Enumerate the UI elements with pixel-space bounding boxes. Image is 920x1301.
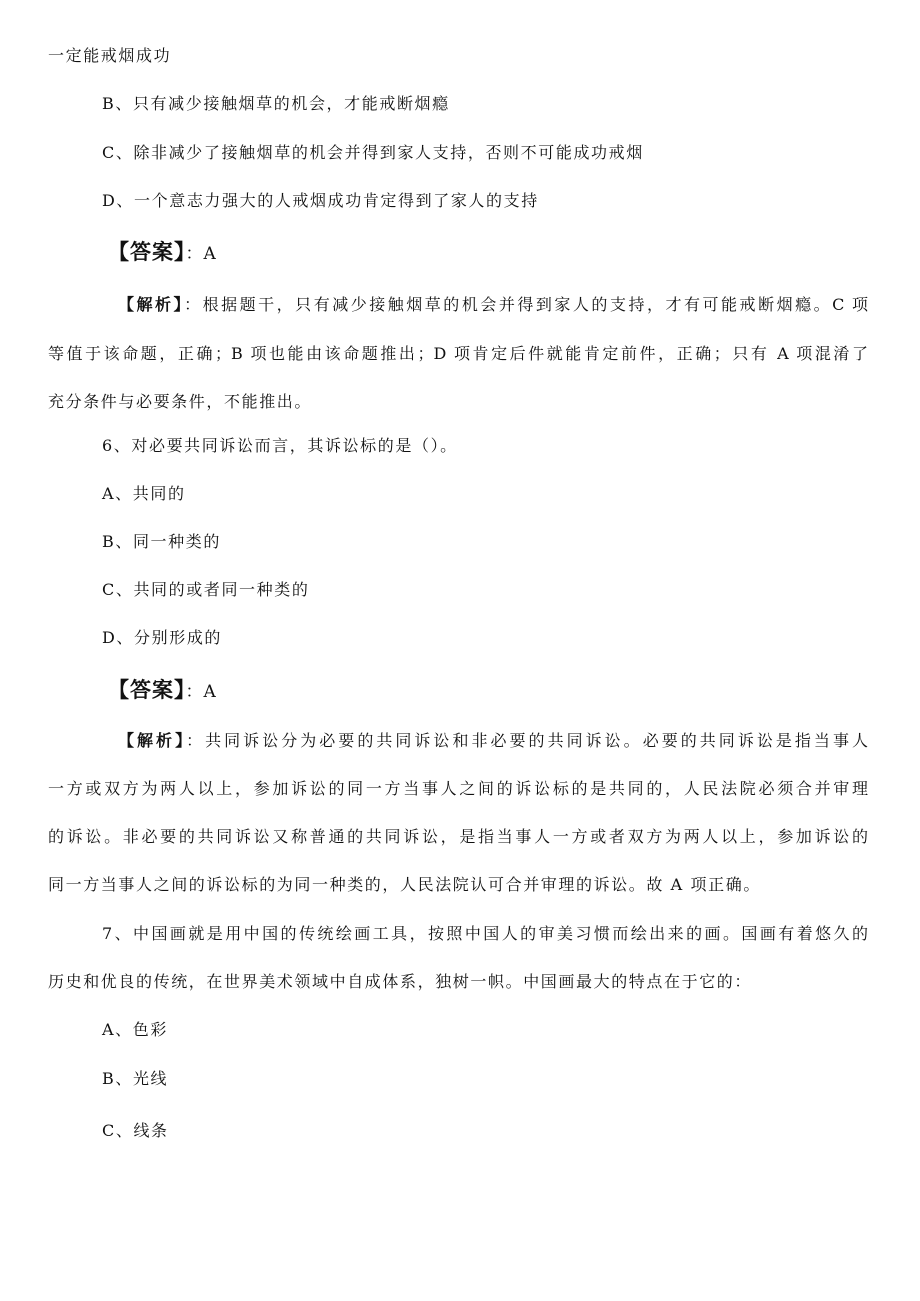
q7-stem-line-2: 历史和优良的传统，在世界美术领域中自成体系，独树一帜。中国画最大的特点在于它的： [48,972,753,991]
answer-value: ：A [185,244,217,264]
q6-analysis-line-3: 的诉讼。非必要的共同诉讼又称普通的共同诉讼，是指当事人一方或者双方为两人以上，参加诉讼的 [48,827,868,846]
q5-analysis-line-2: 等值于该命题，正确；B 项也能由该命题推出；D 项肯定后件就能肯定前件，正确；只有 A 项混淆了 [48,344,868,363]
q6-option-c: C、共同的或者同一种类的 [102,580,310,599]
q6-answer [108,676,217,706]
analysis-label: 【解析】 [118,295,185,314]
q7-option-a: A、色彩 [102,1020,168,1039]
q6-option-d: D、分别形成的 [102,628,223,647]
q6-analysis-line-1: 【解析】：共同诉讼分为必要的共同诉讼和非必要的共同诉讼。必要的共同诉讼是指当事人 [118,731,868,750]
q6-stem: 6、对必要共同诉讼而言，其诉讼标的是（）。 [102,436,458,455]
q6-analysis-line-2: 一方或双方为两人以上，参加诉讼的同一方当事人之间的诉讼标的是共同的，人民法院必须合并审理 [48,779,868,798]
q6-option-b: B、同一种类的 [102,532,221,551]
q5-analysis-line-3: 充分条件与必要条件，不能推出。 [48,392,313,411]
answer-value: ：A [185,682,217,702]
q7-option-c: C、线条 [102,1121,169,1140]
answer-label: 【答案】 [108,240,186,264]
analysis-label: 【解析】 [118,731,187,750]
q7-stem-line-1: 7、中国画就是用中国的传统绘画工具，按照中国人的审美习惯而绘出来的画。国画有着悠久的 [102,924,868,943]
q5-option-d: D、一个意志力强大的人戒烟成功肯定得到了家人的支持 [102,191,539,210]
answer-label: 【答案】 [108,678,186,702]
q5-option-a-continuation: 一定能戒烟成功 [48,46,172,65]
q5-answer [108,238,217,268]
q5-analysis-line-1: 【解析】：根据题干，只有减少接触烟草的机会并得到家人的支持，才有可能戒断烟瘾。C 项 [118,295,868,314]
q7-option-b: B、光线 [102,1069,169,1088]
q6-option-a: A、共同的 [102,484,186,503]
q5-option-c: C、除非减少了接触烟草的机会并得到家人支持，否则不可能成功戒烟 [102,143,644,162]
q6-analysis-line-4: 同一方当事人之间的诉讼标的为同一种类的，人民法院认可合并审理的诉讼。故 A 项正确。 [48,875,761,894]
q5-option-b: B、只有减少接触烟草的机会，才能戒断烟瘾 [102,94,450,113]
